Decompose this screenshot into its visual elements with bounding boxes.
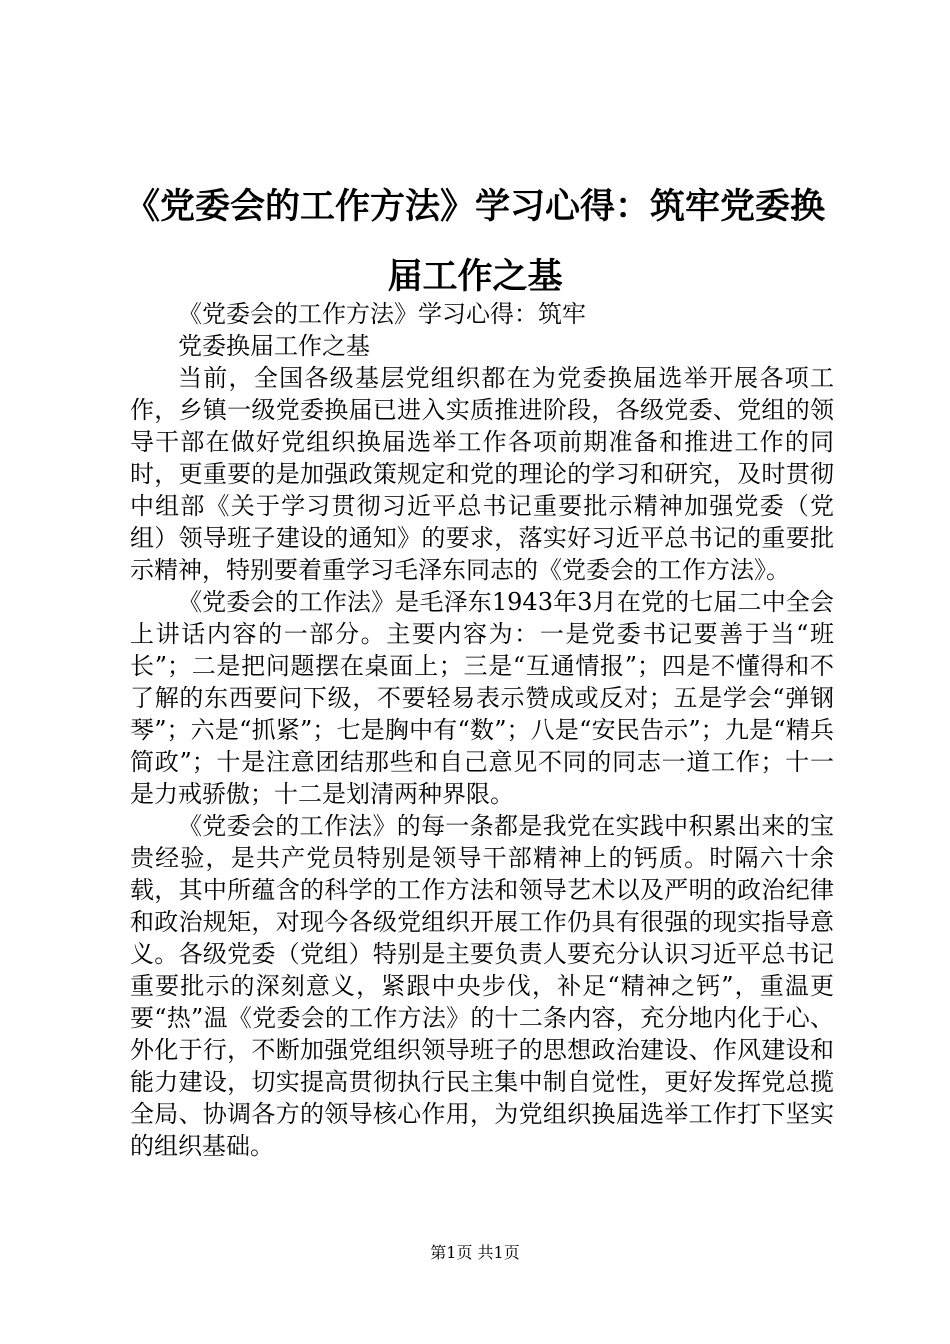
document-body: [130, 298, 834, 1162]
subtitle-line-2: 党委换届工作之基: [178, 332, 370, 360]
document-title: 《党委会的工作方法》学习心得：筑牢党委换届工作之基: [124, 187, 825, 297]
page-footer: 第1页 共1页: [430, 1243, 520, 1262]
paragraph-3: 《党委会的工作法》的每一条都是我党在实践中积累出来的宝贵经验，是共产党员特别是领导干部精神上的钙质。时隔六十余载，其中所蕴含的科学的工作方法和领导艺术以及严明的政治纪律和政治规矩，对现今各级党组织开展工作仍具有很强的现实指导意义。各级党委（党组）特别是主要负责人要充分认识习近平总书记重要批示的深刻意义，紧跟中央步伐，补足“精神之钙”，重温更要“热”温《党委会的工作方法》的十二条内容，充分地内化于心、外化于行，不断加强党组织领导班子的思想政治建设、作风建设和能力建设，切实提高贯彻执行民主集中制自觉性，更好发挥党总揽全局、协调各方的领导核心作用，为党组织换届选举工作打下坚实的组织基础。: [130, 812, 834, 1160]
paragraph-2: 《党委会的工作法》是毛泽东1943年3月在党的七届二中全会上讲话内容的一部分。主要内容为：一是党委书记要善于当“班长”；二是把问题摆在桌面上；三是“互通情报”；四是不懂得和不了解的东西要问下级，不要轻易表示赞成或反对；五是学会“弹钢琴”；六是“抓紧”；七是胸中有“数”；八是“安民告示”；九是“精兵简政”；十是注意团结那些和自己意见不同的同志一道工作；十一是力戒骄傲；十二是划清两种界限。: [130, 588, 834, 808]
paragraph-1: 当前，全国各级基层党组织都在为党委换届选举开展各项工作，乡镇一级党委换届已进入实质推进阶段，各级党委、党组的领导干部在做好党组织换届选举工作各项前期准备和推进工作的同时，更重要的是加强政策规定和党的理论的学习和研究，及时贯彻中组部《关于学习贯彻习近平总书记重要批示精神加强党委（党组）领导班子建设的通知》的要求，落实好习近平总书记的重要批示精神，特别要着重学习毛泽东同志的《党委会的工作方法》。: [130, 364, 834, 584]
subtitle-line-1: 《党委会的工作方法》学习心得：筑牢: [178, 300, 586, 328]
